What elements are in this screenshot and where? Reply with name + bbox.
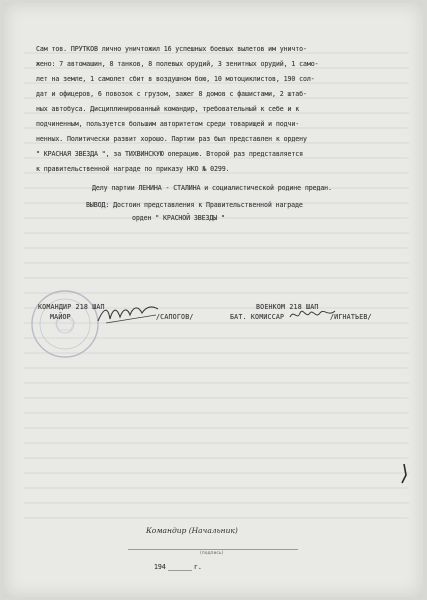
commander-name: /САПОГОВ/ (156, 313, 194, 321)
form-year-blank (168, 570, 192, 571)
body-line-7: ненных. Политически развит хорошо. Партии раз был представлен к ордену (36, 135, 307, 143)
form-commander-label: Командир (Начальник) (146, 526, 238, 535)
commissar-name: /ИГНАТЬЕВ/ (330, 313, 372, 321)
form-signature-caption: (подпись) (200, 551, 224, 556)
commander-rank: МАЙОР (50, 313, 71, 321)
form-signature-line (128, 549, 298, 550)
document-page (4, 3, 423, 597)
body-line-6: подчиненным, пользуется большим авторитетом среди товарищей и подчи- (36, 120, 300, 128)
commissar-title: ВОЕНКОМ 218 ШАП (256, 303, 319, 311)
commissar-rank: БАТ. КОМИССАР (230, 313, 285, 321)
commander-title: КОМАНДИР 218 ШАП (38, 303, 105, 311)
body-line-10: Делу партии ЛЕНИНА - СТАЛИНА и социалистической родине предан. (92, 184, 332, 192)
body-line-9: к правительственной награде по приказу НКО № 0299. (36, 165, 230, 173)
order-line: орден " КРАСНОЙ ЗВЕЗДЫ " (132, 214, 225, 222)
official-seal-stamp (26, 287, 104, 361)
body-line-3: лет на земле, 1 самолет сбит в воздушном бою, 10 мотоциклистов, 190 сол- (36, 75, 315, 83)
body-line-4: дат и офицеров, 6 повозок с грузом, зажег 8 домов с фашистами, 2 штаб- (36, 90, 307, 98)
body-line-2: жено: 7 автомашин, 8 танков, 8 полевых орудий, 3 зенитных орудий, 1 само- (36, 60, 319, 68)
body-line-8: " КРАСНАЯ ЗВЕЗДА ", за ТИХВИНСКУЮ операцию. Второй раз представляется (36, 150, 304, 158)
form-year-suffix: г. (194, 563, 202, 571)
pen-mark (398, 463, 410, 485)
body-line-5: ных автобуса. Дисциплинированный командир, требовательный к себе и к (36, 105, 300, 113)
conclusion-line: ВЫВОД: Достоин представления к Правительственной награде (86, 201, 303, 209)
body-line-1: Сам тов. ПРУТКОВ лично уничтожил 16 успешных боевых вылетов им уничто- (36, 45, 307, 53)
form-year-label: 194 (154, 563, 166, 571)
